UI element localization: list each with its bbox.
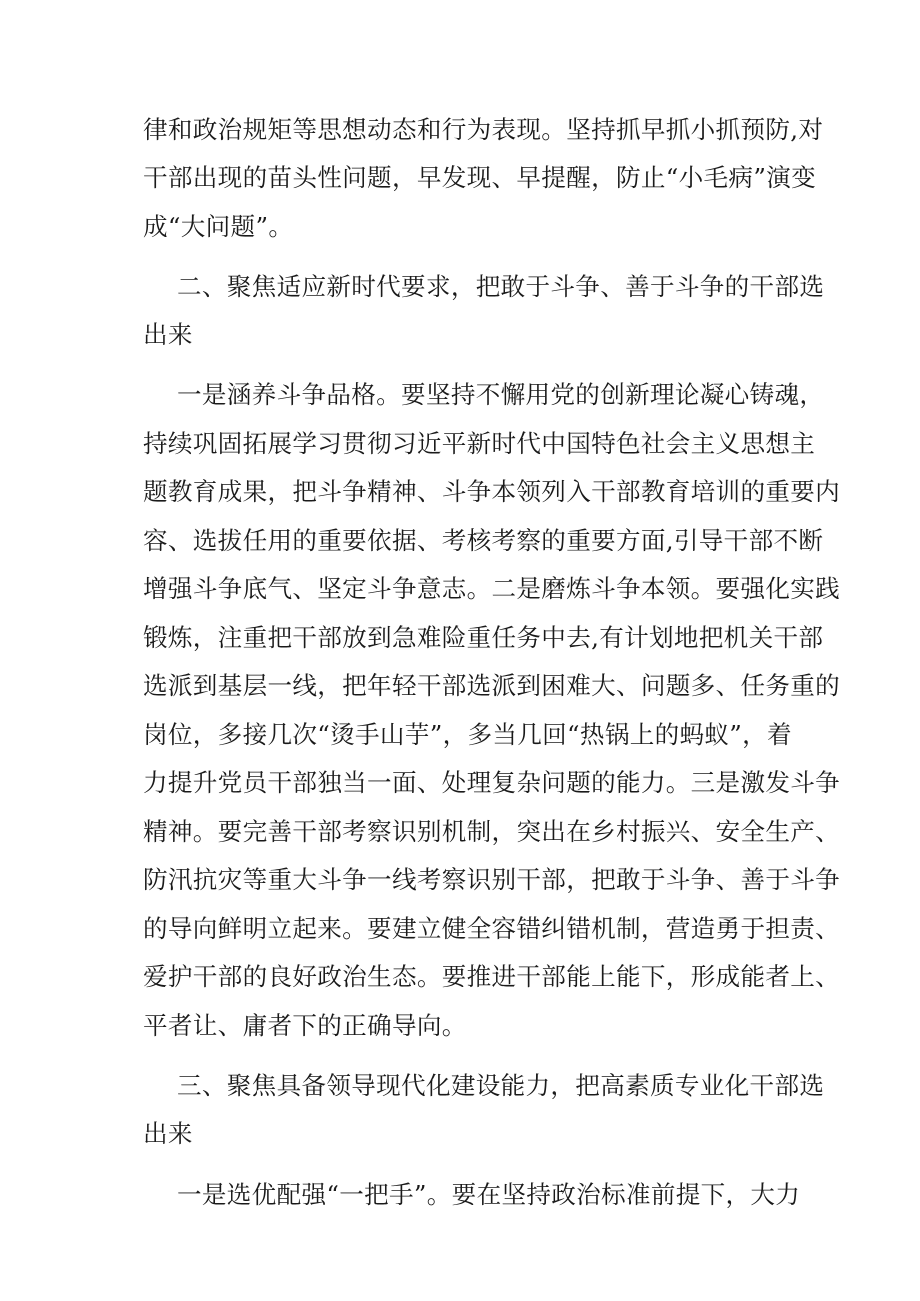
text-line: 精神。要完善干部考察识别机制，突出在乡村振兴、安全生产、 [143, 817, 841, 846]
text-line: 增强斗争底气、坚定斗争意志。二是磨炼斗争本领。要强化实践 [143, 574, 841, 603]
text-line: 一是涵养斗争品格。要坚持不懈用党的创新理论凝心铸魂， [177, 380, 825, 409]
text-line: 律和政治规矩等思想动态和行为表现。坚持抓早抓小抓预防,对 [143, 115, 824, 144]
text-line: 容、选拔任用的重要依据、考核考察的重要方面,引导干部不断 [143, 526, 824, 555]
text-line: 爱护干部的良好政治生态。要推进干部能上能下，形成能者上、 [143, 962, 841, 991]
text-line: 成“大问题”。 [143, 212, 294, 241]
text-line: 锻炼，注重把干部放到急难险重任务中去,有计划地把机关干部 [143, 623, 824, 652]
text-line: 选派到基层一线，把年轻干部选派到困难大、问题多、任务重的 [143, 671, 841, 700]
section-heading-3-cont: 出来 [143, 1119, 193, 1148]
text-line: 一是选优配强“一把手”。要在坚持政治标准前提下，大力 [177, 1180, 801, 1209]
section-heading-2-cont: 出来 [143, 320, 193, 349]
text-line: 防汛抗灾等重大斗争一线考察识别干部，把敢于斗争、善于斗争 [143, 865, 841, 894]
text-line: 力提升党员干部独当一面、处理复杂问题的能力。三是激发斗争 [143, 768, 841, 797]
text-line: 干部出现的苗头性问题，早发现、早提醒，防止“小毛病”演变 [143, 163, 816, 192]
text-line: 平者让、庸者下的正确导向。 [143, 1011, 467, 1040]
text-line: 题教育成果，把斗争精神、斗争本领列入干部教育培训的重要内 [143, 477, 841, 506]
section-heading-2: 二、聚焦适应新时代要求，把敢于斗争、善于斗争的干部选 [177, 272, 825, 301]
section-heading-3: 三、聚焦具备领导现代化建设能力，把高素质专业化干部选 [177, 1071, 825, 1100]
text-line: 岗位，多接几次“烫手山芋”，多当几回“热锅上的蚂蚁”，着 [143, 720, 792, 749]
text-line: 的导向鲜明立起来。要建立健全容错纠错机制，营造勇于担责、 [143, 914, 841, 943]
text-line: 持续巩固拓展学习贯彻习近平新时代中国特色社会主义思想主 [143, 429, 816, 458]
